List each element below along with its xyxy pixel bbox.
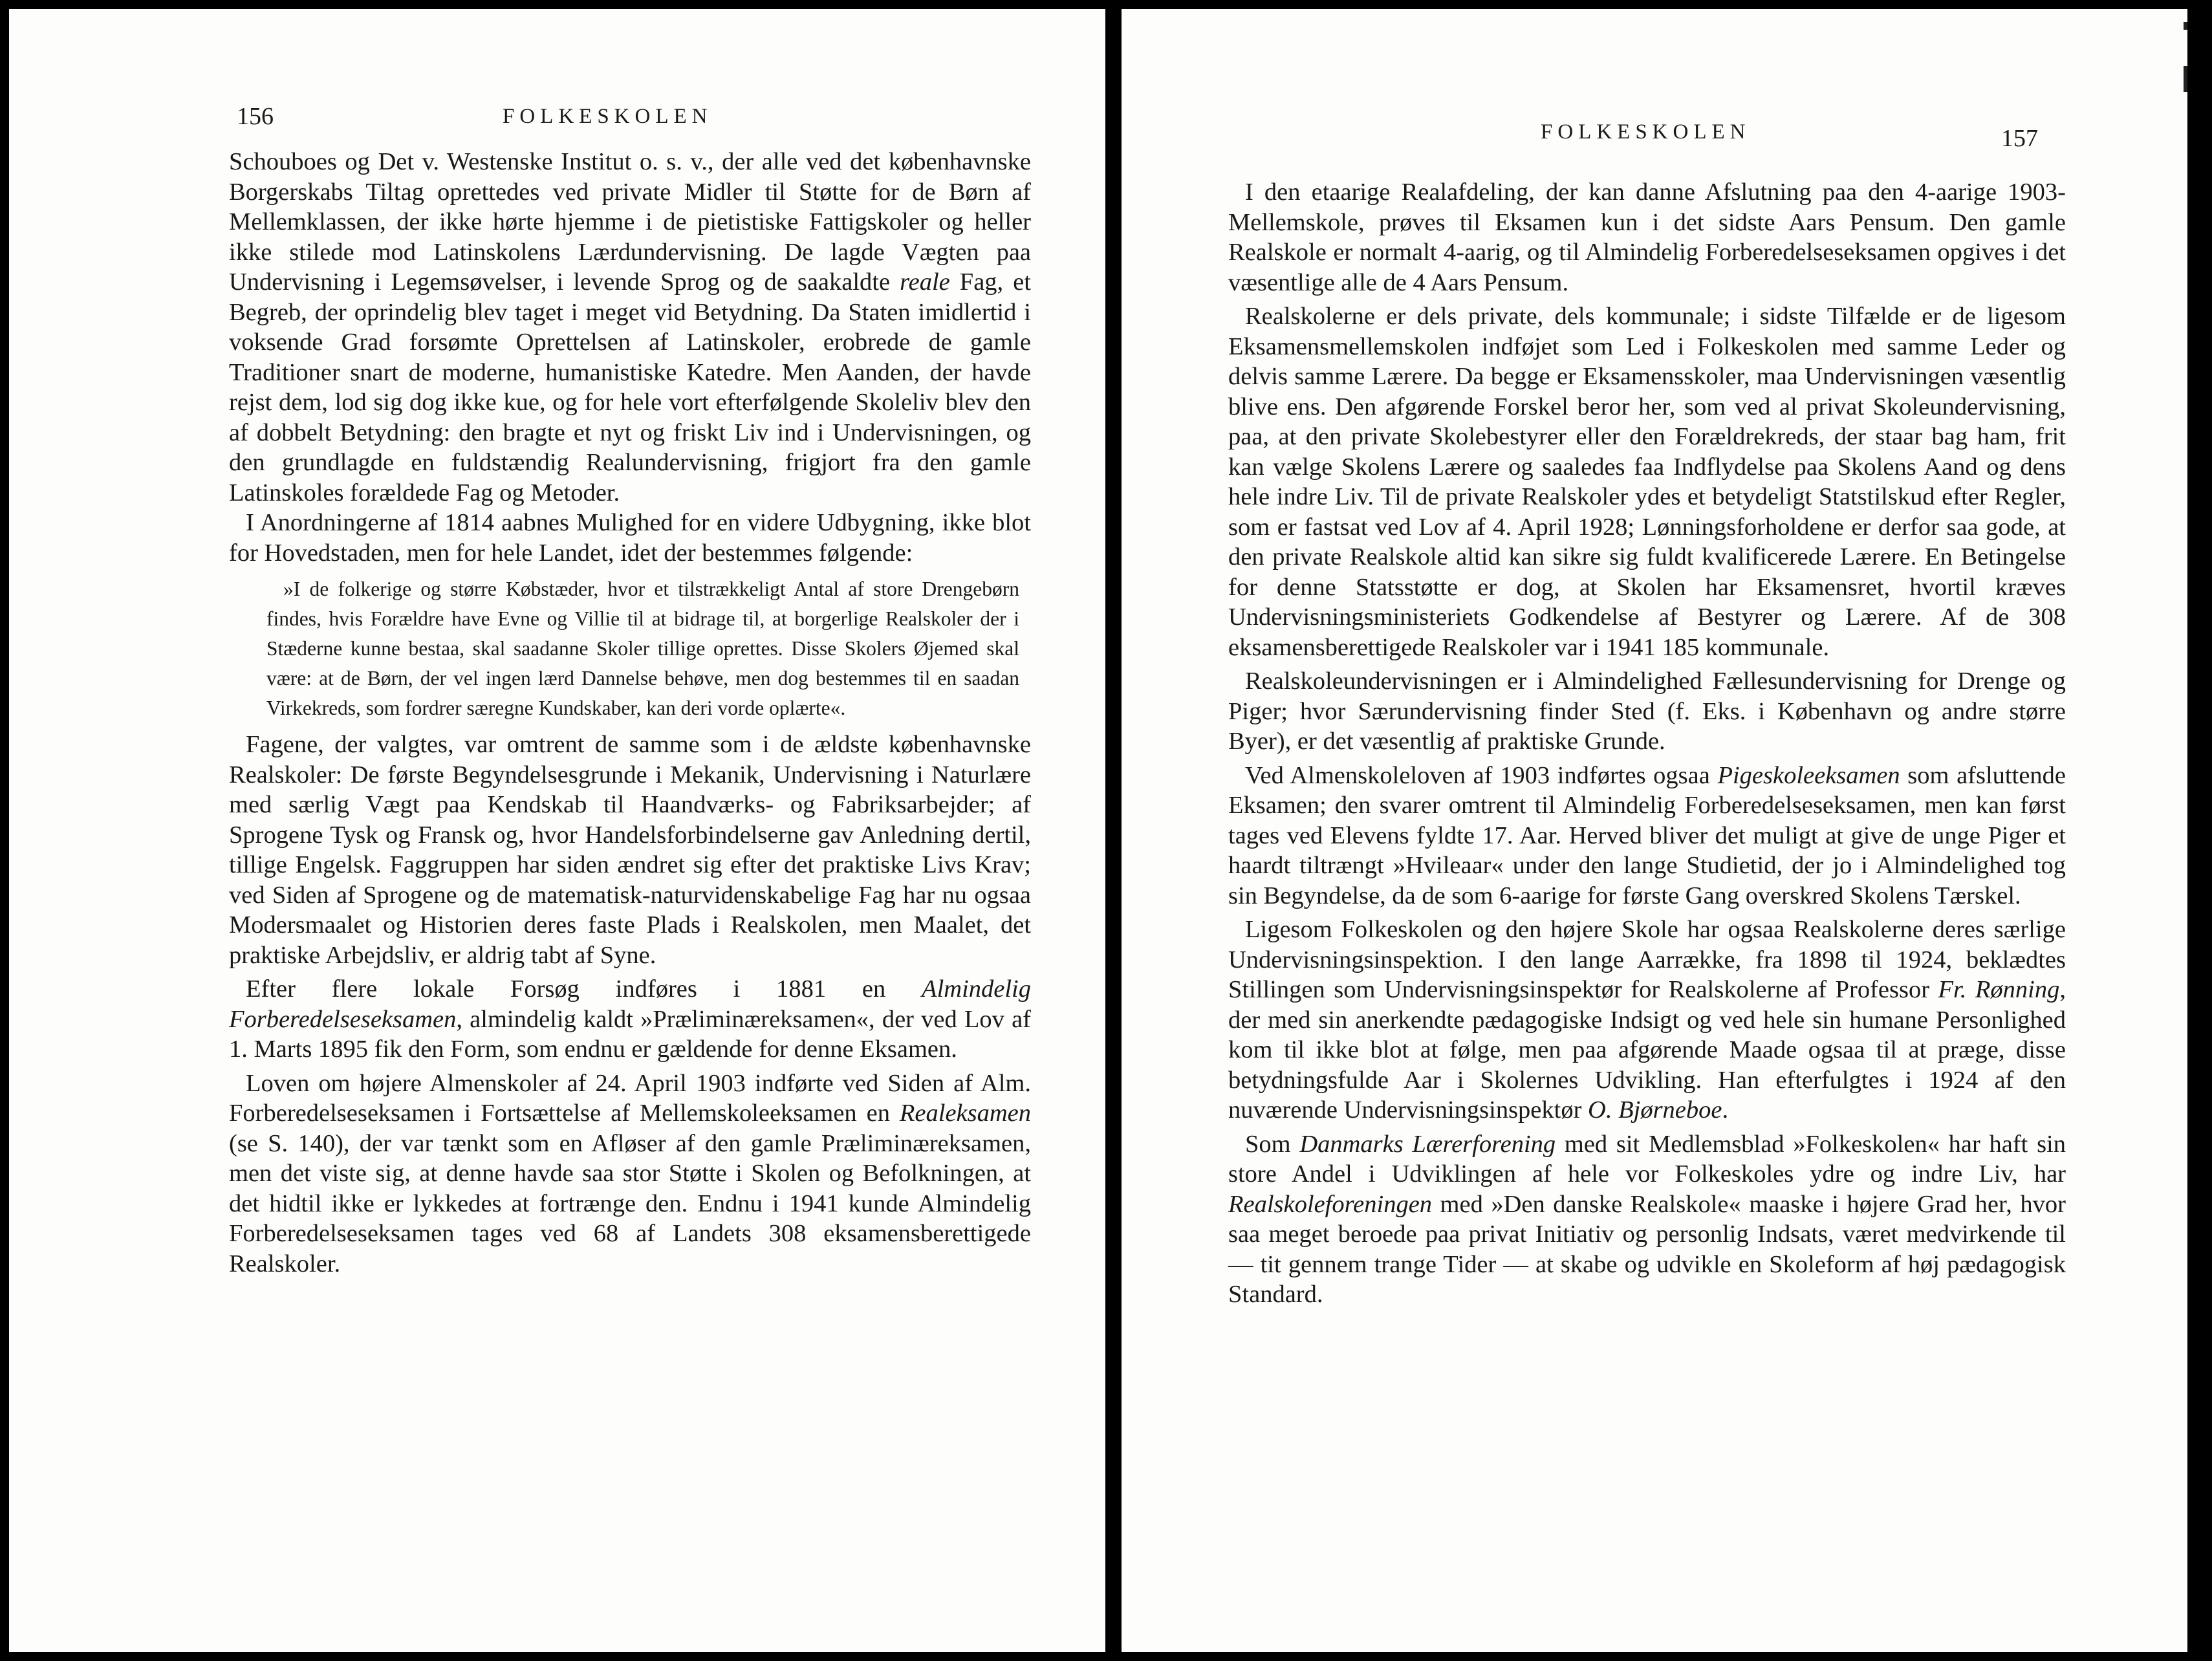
scan-edge-mark	[2184, 66, 2187, 92]
paragraph	[229, 1069, 1031, 1279]
text-run: med sit Medlemsblad »Folkeskolen« har haft sin store Andel i Udviklingen af hele vor Folkeskoles ydre og indre Liv, har	[1228, 1130, 2066, 1188]
paragraph	[1228, 761, 2066, 911]
italic-name: Realskoleforeningen	[1228, 1190, 1433, 1218]
block-quote: »I de folkerige og større Købstæder, hvor et tilstrækkeligt Antal af store Drengebørn findes, hvis Forældre have Evne og Villie til at bidrage til, at borgerlige Realskoler der i Stæderne kunne bestaa, skal saadanne Skoler tillige oprettes. Disse Skolers Øjemed skal være: at de Børn, der vel ingen lærd Dannelse behøve, men dog bestemmes til en saadan Virkekreds, som fordrer særegne Kundskaber, kan deri vorde oplærte«.	[266, 578, 1019, 719]
paragraph: Fagene, der valgtes, var omtrent de samme som i de ældste københavnske Realskoler: De første Begyndelsesgrunde i Mekanik, Undervisning i Naturlære med særlig Vægt paa Kendskab til Haandværks- og Fabriksarbejder; af Sprogene Tysk og Fransk og, hvor Handelsforbindelserne gav Anledning dertil, tillige Engelsk. Faggruppen har siden ændret sig efter det praktiske Livs Krav; ved Siden af Sprogene og de matematisk-naturvidenskabelige Fag har nu ogsaa Modersmaalet og Historien deres faste Plads i Realskolen, men Maalet, det praktiske Arbejdsliv, er aldrig tabt af Syne.	[229, 731, 1031, 969]
right-page	[1122, 9, 2187, 1652]
text-run: Loven om højere Almenskoler af 24. April 1903 indførte ved Siden af Alm. Forberedelseseksamen i Fortsættelse af Mellemskoleeksamen en	[229, 1069, 1031, 1127]
italic-term: Almindelig Forberedelseseksamen	[229, 975, 1031, 1033]
paragraph: I Anordningerne af 1814 aabnes Mulighed for en videre Udbygning, ikke blot for Hovedstaden, men for hele Landet, idet der bestemmes følgende:	[229, 509, 1031, 567]
running-title: FOLKESKOLEN	[503, 105, 713, 128]
paragraph: Realskoleundervisningen er i Almindelighed Fællesundervisning for Drenge og Piger; hvor Særundervisning finder Sted (f. Eks. i København og andre større Byer), er det væsentlig af praktiske Grunde.	[1228, 668, 2066, 755]
right-body-text	[1228, 177, 2066, 1310]
text-run: Ved Almenskoleloven af 1903 indførtes ogsaa	[1245, 761, 1718, 789]
italic-term: reale	[900, 268, 950, 296]
text-run: , der med sin anerkendte pædagogiske Indsigt og ved hele sin humane Personlighed kom til ikke blot at følge, men paa afgørende Maade ogsaa til at præge, disse betydningsfulde Aar i Skolernes Udvikling. Han efterfulgtes i 1924 af den nuværende Undervisningsinspektør	[1228, 976, 2066, 1124]
running-title: FOLKESKOLEN	[1541, 120, 1751, 144]
italic-term: Pigeskoleeksamen	[1717, 761, 1900, 789]
text-run: Som	[1245, 1130, 1300, 1158]
paragraph	[1228, 915, 2066, 1125]
text-run: med »Den danske Realskole« maaske i højere Grad her, hvor saa meget beroede paa privat Initiativ og personlig Indsats, været medvirkende til — tit gennem trange Tider — at skabe og udvikle en Skoleform af høj pædagogisk Standard.	[1228, 1190, 2066, 1308]
text-run: (se S. 140), der var tænkt som en Afløser af den gamle Præliminæreksamen, men det viste sig, at denne havde saa stor Støtte i Skolen og Befolkningen, at det hidtil ikke er lykkedes at fortrænge den. Endnu i 1941 kunde Almindelig Forberedelseseksamen tages ved 68 af Landets 308 eksamensberettigede Realskoler.	[229, 1129, 1031, 1277]
page-number: 157	[2001, 125, 2038, 152]
paragraph	[229, 974, 1031, 1065]
italic-name: O. Bjørneboe	[1588, 1096, 1722, 1124]
text-run: , almindelig kaldt »Præliminæreksamen«, der ved Lov af 1. Marts 1895 fik den Form, som endnu er gældende for denne Eksamen.	[229, 1005, 1031, 1063]
paragraph: I den etaarige Realafdeling, der kan danne Afslutning paa den 4-aarige 1903-Mellemskole, prøves til Eksamen kun i det sidste Aars Pensum. Den gamle Realskole er normalt 4-aarig, og til Almindelig Forberedelseseksamen opgives i det væsentlige alle de 4 Aars Pensum.	[1228, 179, 2066, 296]
text-run: som afsluttende Eksamen; den svarer omtrent til Almindelig Forberedelseseksamen, men kan først tages ved Elevens fyldte 17. Aar. Herved bliver det muligt at give de unge Piger et haardt tiltrængt »Hvileaar« under den lange Studietid, der jo i Almindelighed tog sin Begyndelse, da de som 6-aarige for første Gang overskred Skolens Tærskel.	[1228, 761, 2066, 909]
italic-term: Realeksamen	[899, 1100, 1031, 1127]
paragraph	[1228, 1129, 2066, 1310]
page-number: 156	[237, 103, 274, 130]
text-run: Ligesom Folkeskolen og den højere Skole har ogsaa Realskolerne deres særlige Undervisningsinspektion. I den lange Aarrække, fra 1898 til 1924, beklædtes Stillingen som Undervisningsinspektør for Realskolerne af Professor	[1228, 916, 2066, 1003]
text-run: Efter flere lokale Forsøg indføres i 1881 en	[246, 975, 922, 1003]
italic-name: Fr. Rønning	[1938, 976, 2060, 1003]
paragraph	[229, 147, 1031, 508]
left-page	[9, 9, 1105, 1652]
italic-name: Danmarks Lærerforening	[1299, 1130, 1556, 1158]
text-run: Schouboes og Det v. Westenske Institut o. s. v., der alle ved det københavnske Borgerskabs Tiltag oprettedes ved private Midler til Støtte for de Børn af Mellemklassen, der ikke hørte hjemme i de pietistiske Fattigskoler og heller ikke stilede mod Latinskolens Lærdundervisning. De lagde Vægten paa Undervisning i Legemsøvelser, i levende Sprog og de saakaldte	[229, 148, 1031, 296]
text-run: .	[1722, 1096, 1729, 1124]
text-run: Fag, et Begreb, der oprindelig blev taget i meget vid Betydning. Da Staten imidlertid i voksende Grad forsømte Oprettelsen af Latinskoler, erobrede de gamle Traditioner snart de moderne, humanistiske Katedre. Men Aanden, der havde rejst dem, lod sig dog ikke kue, og for hele vort efterfølgende Skoleliv blev den af dobbelt Betydning: den bragte et nyt og friskt Liv ind i Undervisningen, og den grundlagde en fuldstændig Realundervisning, frigjort fra den gamle Latinskoles forældede Fag og Metoder.	[229, 268, 1031, 506]
scan-edge-mark	[2184, 22, 2187, 30]
left-body-text	[229, 147, 1031, 1279]
paragraph: Realskolerne er dels private, dels kommunale; i sidste Tilfælde er de ligesom Eksamensmellemskolen indføjet som Led i Folkeskolen med samme Leder og delvis samme Lærere. Da begge er Eksamensskoler, maa Undervisningen væsentlig blive ens. Den afgørende Forskel beror her, som ved al privat Skoleundervisning, paa, at den private Skolebestyrer eller den Forældrekreds, der staar bag ham, frit kan vælge Skolens Lærere og saaledes faa Indflydelse paa Skolens Aand og dens hele indre Liv. Til de private Realskoler ydes et betydeligt Statstilskud efter Regler, som er fastsat ved Lov af 4. April 1928; Lønningsforholdene er derfor saa gode, at den private Realskole altid kan sikre sig fuldt kvalificerede Lærere. En Betingelse for denne Statsstøtte er dog, at Skolen har Eksamensret, hvortil kræves Undervisningsministeriets Godkendelse af Bestyrer og Lærere. Af de 308 eksamensberettigede Realskoler var i 1941 185 kommunale.	[1228, 303, 2066, 661]
